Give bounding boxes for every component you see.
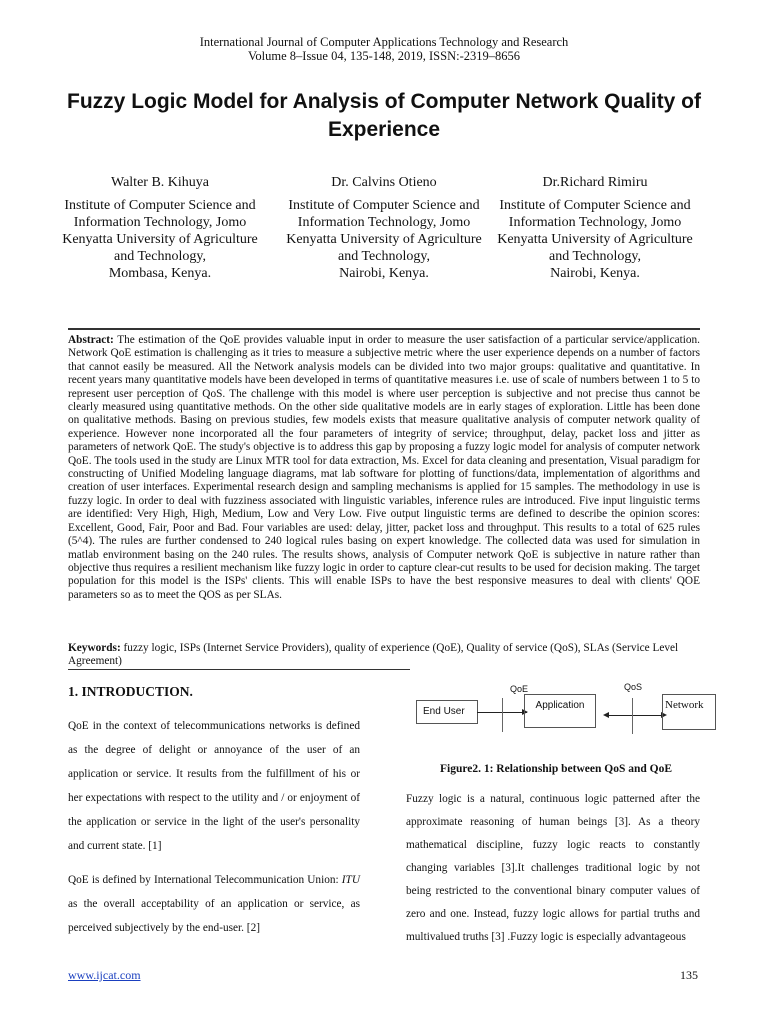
author-2 — [269, 174, 499, 282]
abstract — [68, 334, 700, 602]
journal-link[interactable]: www.ijcat.com — [68, 968, 141, 982]
keywords-rule — [68, 669, 410, 670]
author-name: Dr. Calvins Otieno — [331, 175, 437, 190]
left-column — [68, 684, 360, 950]
journal-volume: Volume 8–Issue 04, 135-148, 2019, ISSN:-2319–8656 — [248, 49, 520, 63]
qoe-divider — [502, 698, 503, 732]
section-heading: 1. INTRODUCTION. — [68, 684, 193, 699]
author-location: Nairobi, Kenya. — [339, 266, 429, 281]
abstract-text: The estimation of the QoE provides valuable input in order to measure the user satisfaction of a particular service/application. Network QoE estimation is challenging as it tries to measure a subjective metric where the user experience depends on a number of factors that cannot easily be measured. All the Network analysis models can be divided into two major groups: qualitative and quantitative. In recent years many quantitative models have been developed in terms of quantitative measures i.e. use of scale of numbers between 1 to 5 to represent user perception of QoS. The challenge with this model is where user perception is subjective and not precise thus cannot be clearly measured using quantitative methods. On the other side qualitative models are in early stages of exploration. Little has been done on qualitative methods. Basing on previous studies, few models exists that measure qualitative analysis of computer network quality of experience. However none incorporated all the four parameters of integrity of service; throughput, delay, packet loss and jitter as parameters of network QoE. The study's objective is to address this gap by proposing a fuzzy logic model for analysis of computer network QoE. The tools used in the study are Linux MTR tool for data extraction, Ms. Excel for data cleaning and presentation, Visual paradigm for constructing of Unified Modeling language diagrams, mat lab software for plotting of functions/data, implementation of algorithms and creation of user interfaces. Experimental research design and sampling mechanisms is applied for 15 samples. The methodology in use is fuzzy logic. In order to deal with fuzziness associated with linguistic variables, inference rules are introduced. Five input linguistic terms are identified: Very High, High, Medium, Low and Very Low. Five output linguistic terms are defined to describe the opinion scores: Excellent, Good, Fair, Poor and Bad. Four variables are used: delay, jitter, packet loss and throughput. This results to a total of 625 rules (5^4). The rules are further condensed to 240 logical rules basing on expert knowledge. The collected data was used for simulation in matlab environment basing on the 240 rules. The results shows, analysis of Computer network QoE is subjective in nature rather than objective thus requires a resilient mechanism like fuzzy logic in order to capture clear-cut results to be used for decision making. The target population for this model is the ISPs' clients. This will enable ISPs to have the best responsive measures to deal with clients' QOE parameters so as to meet the QOS as per SLAs. — [68, 334, 700, 601]
intro-paragraph-2 — [68, 868, 360, 940]
qoe-label: QoE — [510, 684, 529, 694]
paper-title: Fuzzy Logic Model for Analysis of Computer Network Quality of Experience — [67, 90, 701, 141]
abstract-label: Abstract: — [68, 334, 114, 346]
author-name: Walter B. Kihuya — [110, 175, 209, 190]
page-number: 135 — [680, 968, 698, 982]
intro-paragraph-1: QoE in the context of telecommunications networks is defined as the degree of delight or annoyance of the user of an application or service. It results from the fulfillment of his or her expectations with respect to the utility and / or enjoyment of the application or service in the light of the user's personality and current state. [1] — [68, 720, 360, 852]
right-column-paragraph: Fuzzy logic is a natural, continuous logic patterned after the approximate reasoning of human beings [3]. As a theory mathematical discipline, fuzzy logic reacts to constantly changing variables [3].It challenges traditional logic by not being restricted to the conventional binary computer values of zero and one. Instead, fuzzy logic allows for partial truths and multivalued truths [3] .Fuzzy logic is especially advantageous — [406, 793, 700, 943]
author-affiliation: Institute of Computer Science and Information Technology, Jomo Kenyatta University of Agriculture and Technology, — [497, 198, 693, 264]
qos-divider — [632, 698, 633, 734]
network-box: Network — [662, 694, 716, 730]
author-1 — [45, 174, 275, 282]
qos-label: QoS — [624, 682, 643, 692]
qos-qoe-diagram — [410, 678, 730, 748]
text: QoE is defined by International Telecommunication Union: — [68, 874, 342, 886]
author-location: Nairobi, Kenya. — [550, 266, 640, 281]
application-box: Application — [524, 694, 596, 728]
end-user-box: End User — [416, 700, 478, 724]
author-location: Mombasa, Kenya. — [108, 266, 212, 281]
arrow-left-icon — [603, 712, 609, 718]
itu-text: ITU — [341, 874, 360, 886]
keywords-label: Keywords: — [68, 642, 121, 654]
abstract-rule — [68, 328, 700, 330]
author-3 — [480, 174, 710, 282]
figure-caption: Figure2. 1: Relationship between QoS and QoE — [439, 763, 673, 775]
keywords — [68, 642, 700, 669]
double-arrow-line — [607, 715, 663, 716]
author-affiliation: Institute of Computer Science and Information Technology, Jomo Kenyatta University of Agriculture and Technology, — [286, 198, 482, 264]
journal-name: International Journal of Computer Applications Technology and Research — [199, 35, 569, 49]
text: as the overall acceptability of an application or service, as perceived subjectively by the end-user. [2] — [68, 898, 360, 934]
author-name: Dr.Richard Rimiru — [542, 175, 648, 190]
keywords-text: fuzzy logic, ISPs (Internet Service Providers), quality of experience (QoE), Quality of service (QoS), SLAs (Service Level Agreement) — [68, 642, 679, 668]
author-affiliation: Institute of Computer Science and Information Technology, Jomo Kenyatta University of Agriculture and Technology, — [62, 198, 258, 264]
